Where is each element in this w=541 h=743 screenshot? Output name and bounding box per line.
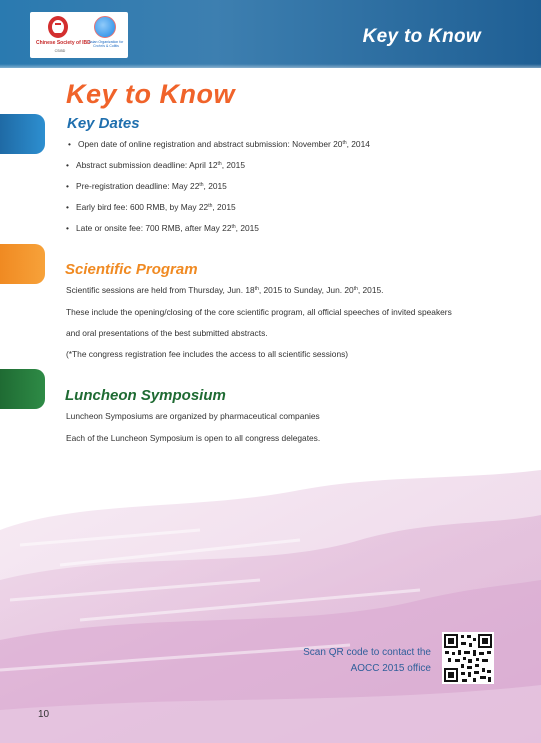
csibd-logo-subtext: CSIBD [54,49,66,53]
section-tab-luncheon [0,369,45,409]
globe-icon [94,16,116,38]
list-item: Pre-registration deadline: May 22th, 2015 [76,181,227,191]
brush-stroke-background [0,470,541,743]
section-tab-scientific-program [0,244,45,284]
bullet-dot: • [66,181,69,191]
page-title: Key to Know [66,79,236,109]
bullet-dot: • [66,202,69,212]
scientific-program-desc-1: These include the opening/closing of the core scientific program, all official speeches of invited speakers [66,307,452,317]
key-dates-heading: Key Dates [67,115,140,132]
bullet-dot: • [66,223,69,233]
csibd-logo [36,16,91,56]
list-item: Late or onsite fee: 700 RMB, after May 22th, 2015 [76,223,259,233]
list-item: Open date of online registration and abstract submission: November 20th, 2014 [78,139,370,149]
csibd-logo-text: Chinese Society of IBD [36,40,91,46]
list-item: Abstract submission deadline: April 12th, 2015 [76,160,245,170]
luncheon-desc-2: Each of the Luncheon Symposium is open to all congress delegates. [66,433,321,443]
section-tab-key-dates [0,114,45,154]
bullet-dot: • [66,160,69,170]
qr-code-icon[interactable] [442,632,494,684]
page-number: 10 [38,709,50,720]
scientific-program-dates: Scientific sessions are held from Thursday, Jun. 18th, 2015 to Sunday, Jun. 20th, 2015. [66,285,384,295]
qr-caption-line-2: AOCC 2015 office [350,663,431,674]
luncheon-heading: Luncheon Symposium [65,387,226,404]
list-item: Early bird fee: 600 RMB, by May 22th, 2015 [76,202,236,212]
header-title: Key to Know [362,26,481,47]
logos [30,12,128,58]
aocc-logo [88,16,124,56]
qr-caption [303,645,431,677]
scientific-program-heading: Scientific Program [65,261,198,278]
scientific-program-note: (*The congress registration fee includes the access to all scientific sessions) [66,349,349,359]
luncheon-desc-1: Luncheon Symposiums are organized by pharmaceutical companies [66,411,320,421]
csibd-logo-mark-icon [48,16,68,38]
bullet-dot: • [68,139,71,149]
aocc-logo-text: Asian Organization for Crohn's & Colitis [88,40,124,48]
qr-caption-line-1: Scan QR code to contact the [303,647,431,658]
scientific-program-desc-2: and oral presentations of the best submitted abstracts. [66,328,268,338]
